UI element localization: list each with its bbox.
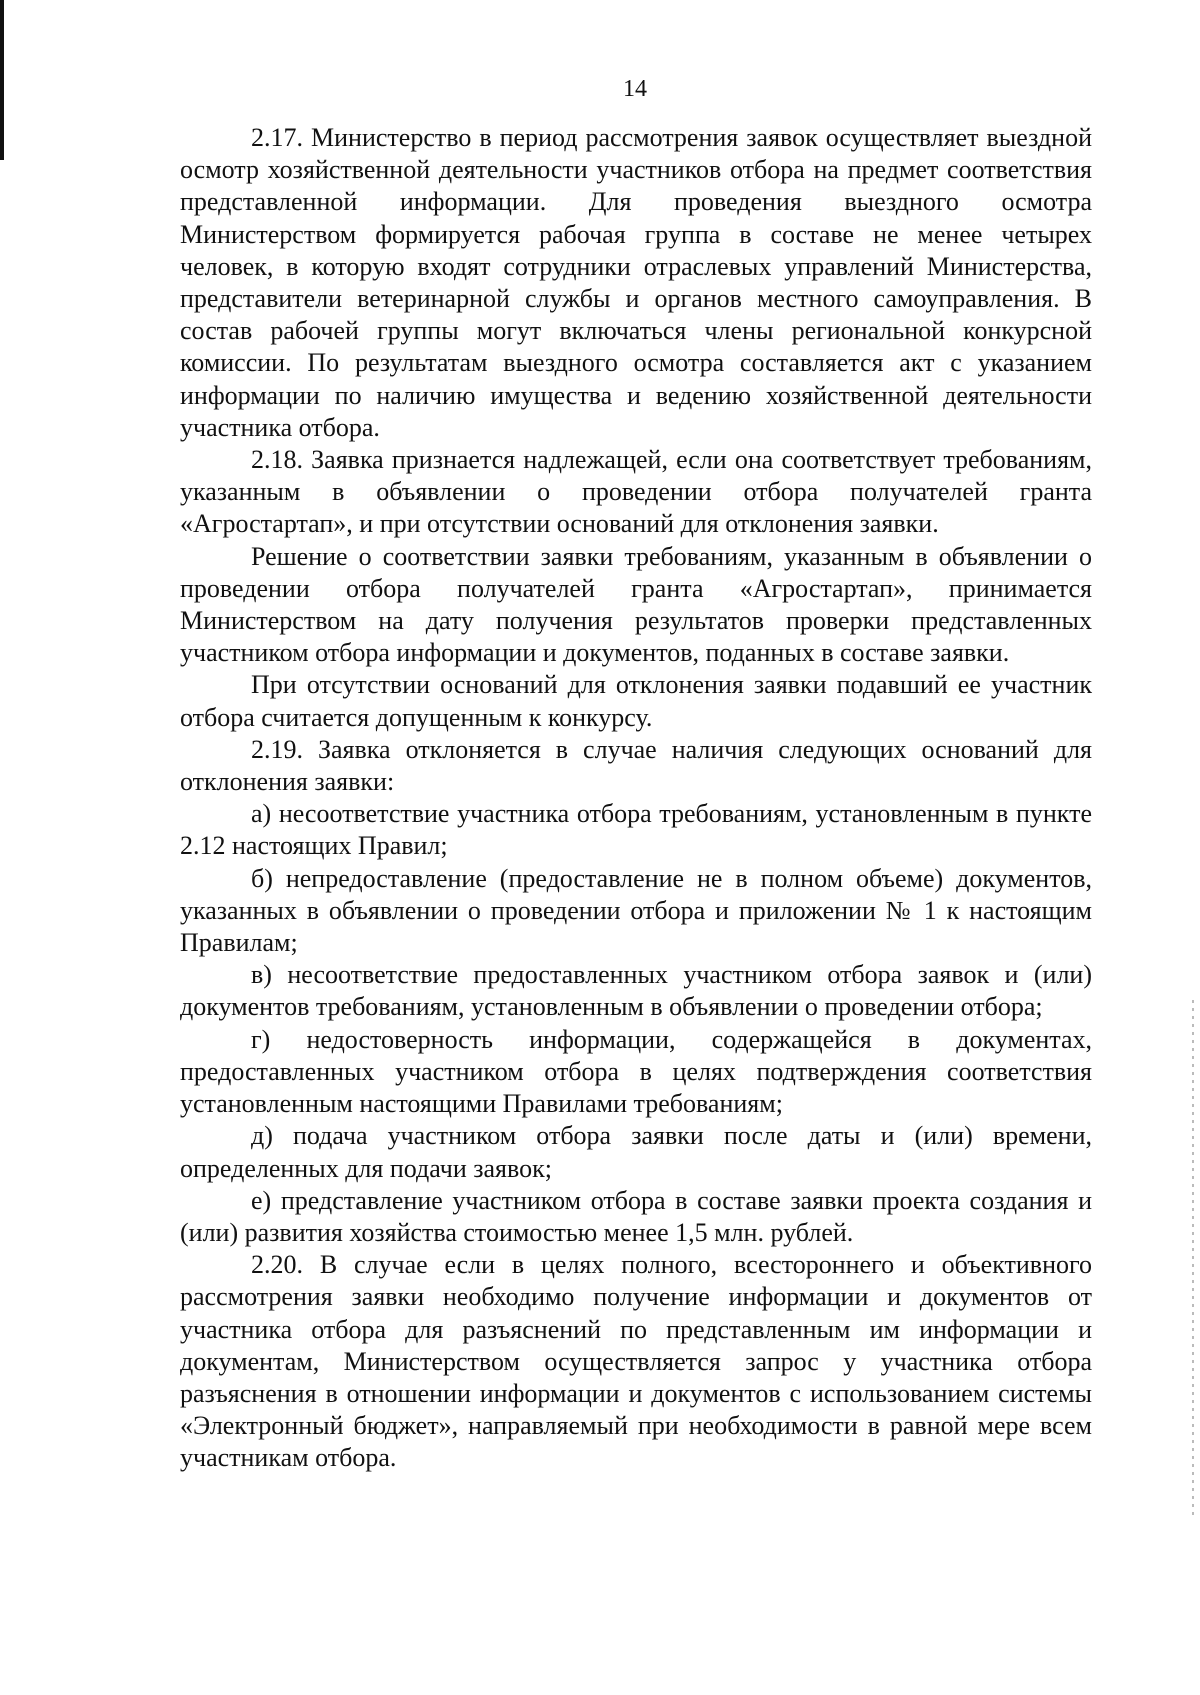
list-item-a: а) несоответствие участника отбора требованиям, установленным в пункте 2.12 настоящих Правил; [180, 799, 1092, 861]
document-body [180, 122, 1092, 1475]
scan-edge-right [1192, 1000, 1194, 1520]
list-item-d: д) подача участником отбора заявки после даты и (или) времени, определенных для подачи заявок; [180, 1121, 1092, 1183]
list-item-e: е) представление участником отбора в составе заявки проекта создания и (или) развития хозяйства стоимостью менее 1,5 млн. рублей. [180, 1185, 1092, 1247]
paragraph-2-19: 2.19. Заявка отклоняется в случае наличия следующих оснований для отклонения заявки: [180, 734, 1092, 797]
paragraph-2-20: 2.20. В случае если в целях полного, всестороннего и объективного рассмотрения заявки необходимо получение информации и документов от участника отбора для разъяснений по представленным им информации и документам, Министерством осуществляется запрос у участника отбора разъяснения в отношении информации и документов с использованием системы «Электронный бюджет», направляемый при необходимости в равной мере всем участникам отбора. [180, 1250, 1092, 1473]
list-item-v: в) несоответствие предоставленных участником отбора заявок и (или) документов требованиям, установленным в объявлении о проведении отбора; [180, 960, 1092, 1022]
paragraph-2-18: 2.18. Заявка признается надлежащей, если она соответствует требованиям, указанным в объявлении о проведении отбора получателей гранта «Агростартап», и при отсутствии оснований для отклонения заявки. [180, 445, 1092, 539]
paragraph-2-17: 2.17. Министерство в период рассмотрения заявок осуществляет выездной осмотр хозяйственной деятельности участников отбора на предмет соответствия представленной информации. Для проведения выездного осмотра Министерством формируется рабочая группа в составе не менее четырех человек, в которую входят сотрудники отраслевых управлений Министерства, представители ветеринарной службы и органов местного самоуправления. В состав рабочей группы могут включаться члены региональной конкурсной комиссии. По результатам выездного осмотра составляется акт с указанием информации по наличию имущества и ведению хозяйственной деятельности участника отбора. [180, 123, 1092, 442]
list-item-b: б) непредоставление (предоставление не в полном объеме) документов, указанных в объявлении о проведении отбора и приложении № 1 к настоящим Правилам; [180, 863, 1092, 958]
page-number: 14 [623, 76, 647, 102]
paragraph-admission: При отсутствии оснований для отклонения заявки подавший ее участник отбора считается допущенным к конкурсу. [180, 670, 1092, 732]
paragraph-decision: Решение о соответствии заявки требованиям, указанным в объявлении о проведении отбора получателей гранта «Агростартап», принимается Министерством на дату получения результатов проверки представленных участником отбора информации и документов, поданных в составе заявки. [180, 541, 1092, 668]
list-item-g: г) недостоверность информации, содержащейся в документах, предоставленных участником отбора в целях подтверждения соответствия установленным настоящими Правилами требованиям; [180, 1024, 1092, 1119]
